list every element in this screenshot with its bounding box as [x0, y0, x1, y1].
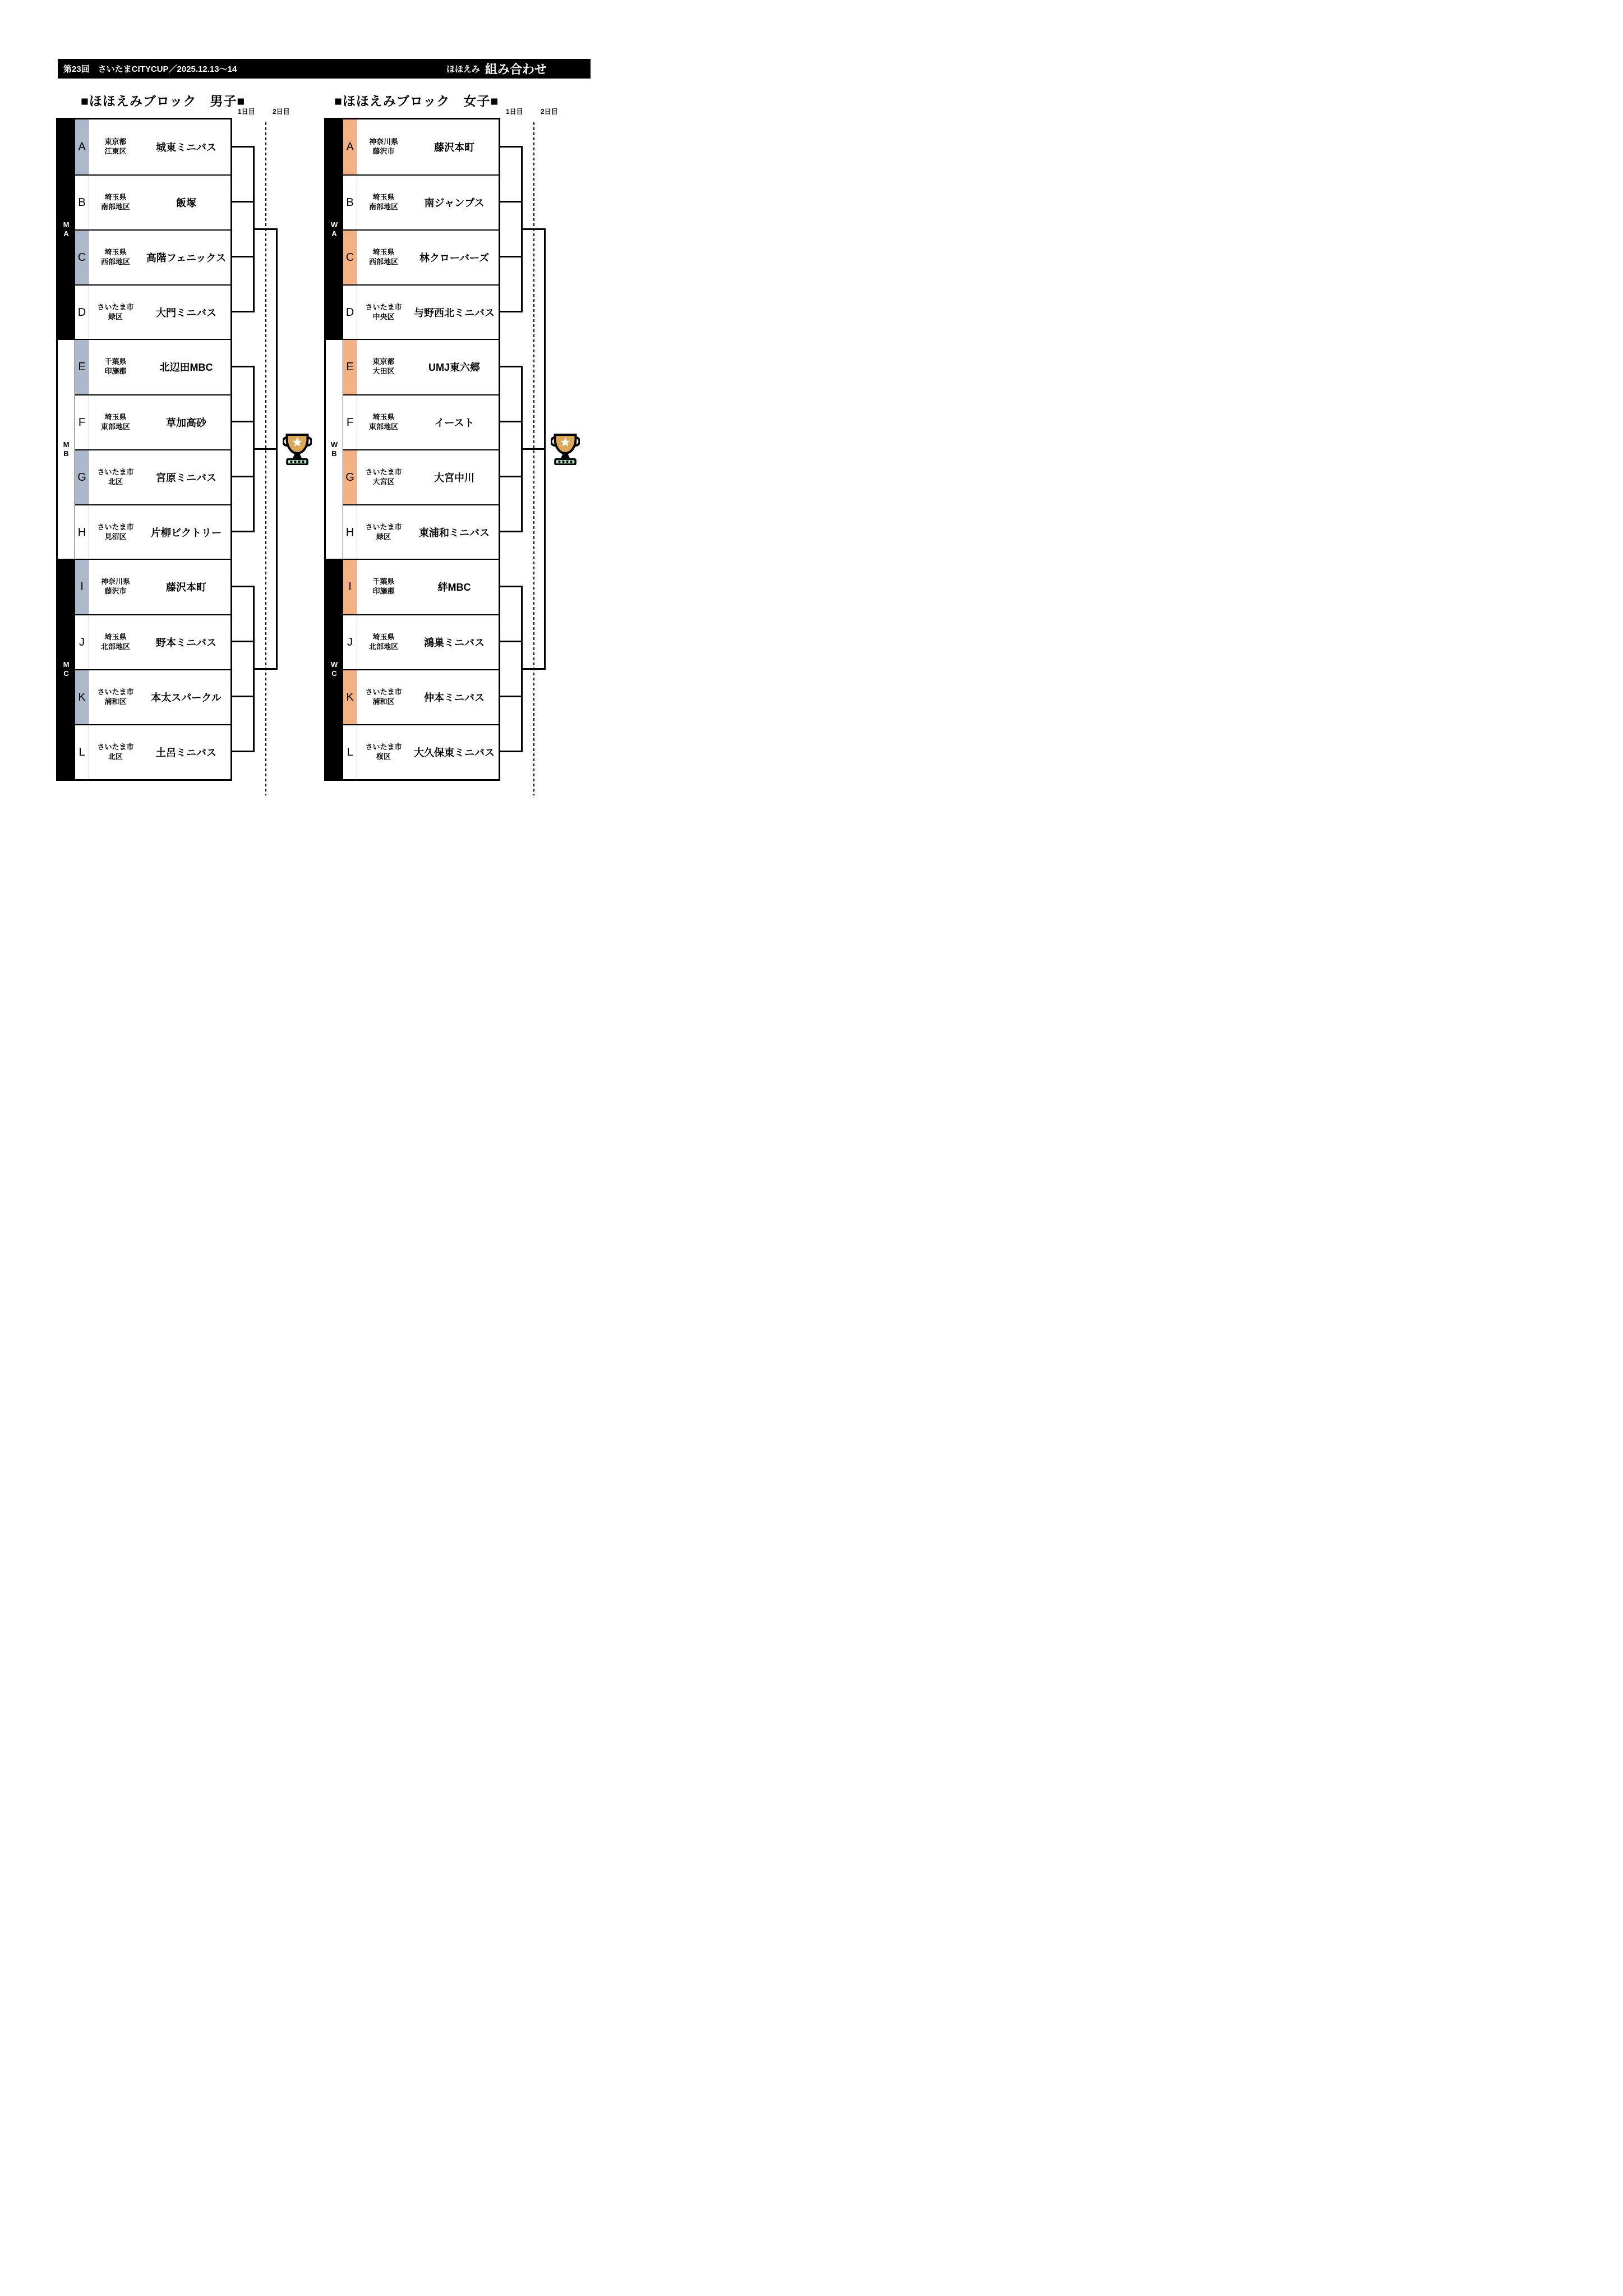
women-group-a-label: W A: [326, 119, 343, 339]
men-group-b-label: M B: [58, 339, 75, 559]
region-cell: 埼玉県 北部地区: [368, 633, 398, 651]
seed-cell: B: [343, 176, 357, 229]
seed-cell: I: [343, 559, 357, 614]
region-cell: さいたま市 中央区: [365, 303, 402, 321]
team-row: [75, 394, 230, 449]
seed-cell: E: [75, 339, 89, 394]
team-name-cell: 与野西北ミニバス: [414, 307, 495, 319]
team-name-cell: 草加高砂: [166, 417, 206, 429]
team-name-cell: 野本ミニバス: [156, 637, 216, 648]
men-group-a: [58, 119, 230, 339]
region-cell: 埼玉県 北部地区: [100, 633, 130, 651]
men-champion-trophy-icon: [283, 432, 312, 465]
seed-cell: J: [343, 615, 357, 669]
seed-cell: E: [343, 339, 357, 394]
team-row: [343, 284, 499, 339]
region-cell: さいたま市 大宮区: [365, 468, 402, 486]
team-name-cell: 土呂ミニバス: [156, 747, 216, 758]
team-name-cell: 宮原ミニバス: [156, 472, 216, 484]
seed-cell: D: [343, 286, 357, 339]
region-cell: 埼玉県 南部地区: [368, 193, 398, 211]
region-cell: 埼玉県 西部地区: [100, 248, 130, 266]
region-cell: さいたま市 緑区: [97, 303, 134, 321]
women-bracket-title: ■ほほえみブロック 女子■: [334, 94, 499, 108]
team-row: [75, 614, 230, 669]
men-bracket-title: ■ほほえみブロック 男子■: [81, 94, 246, 108]
team-name-cell: 大宮中川: [434, 472, 474, 484]
team-row: [343, 229, 499, 284]
team-name-cell: 高階フェニックス: [146, 252, 227, 264]
team-row: [75, 669, 230, 724]
region-cell: 埼玉県 東部地区: [100, 413, 130, 431]
seed-cell: A: [343, 119, 357, 174]
men-group-a-label: M A: [58, 119, 75, 339]
group-separator: [326, 559, 499, 560]
seed-cell: I: [75, 559, 89, 614]
region-cell: さいたま市 見沼区: [97, 523, 134, 541]
men-bracket-table: [56, 118, 232, 781]
team-name-cell: UMJ東六郷: [428, 362, 480, 373]
region-cell: 千葉県 印旛郡: [372, 577, 395, 595]
team-row: [343, 559, 499, 614]
team-name-cell: 藤沢本町: [434, 142, 474, 153]
region-cell: 東京都 江東区: [104, 137, 127, 155]
women-day-separator-line: [533, 122, 534, 795]
team-row: [343, 669, 499, 724]
men-day2-label: 2日目: [273, 108, 290, 116]
region-cell: 神奈川県 藤沢市: [368, 137, 398, 155]
team-name-cell: 本太スパークル: [151, 692, 222, 703]
matchup-label: 組み合わせ: [485, 62, 547, 76]
team-name-cell: 大門ミニバス: [156, 307, 216, 319]
seed-cell: A: [75, 119, 89, 174]
seed-cell: C: [75, 231, 89, 284]
team-row: [75, 119, 230, 174]
team-row: [343, 724, 499, 779]
women-group-c-label: W C: [326, 559, 343, 779]
team-name-cell: 藤沢本町: [166, 582, 206, 593]
men-group-b: [58, 339, 230, 559]
seed-cell: K: [343, 670, 357, 724]
seed-cell: D: [75, 286, 89, 339]
seed-cell: C: [343, 231, 357, 284]
region-cell: さいたま市 桜区: [365, 743, 402, 761]
group-separator: [58, 339, 230, 340]
block-category: ほほえみ: [446, 65, 480, 74]
region-cell: 埼玉県 南部地区: [100, 193, 130, 211]
team-row: [343, 339, 499, 394]
women-group-b: [326, 339, 499, 559]
seed-cell: B: [75, 176, 89, 229]
team-name-cell: 城東ミニバス: [156, 142, 216, 153]
men-day-separator-line: [265, 122, 266, 795]
team-row: [343, 614, 499, 669]
team-row: [343, 119, 499, 174]
women-champion-trophy-icon: [551, 432, 580, 465]
women-group-b-label: W B: [326, 339, 343, 559]
team-row: [343, 174, 499, 229]
team-name-cell: イースト: [434, 417, 474, 429]
team-name-cell: 片柳ビクトリー: [151, 527, 222, 539]
seed-cell: H: [343, 505, 357, 559]
team-name-cell: 南ジャンプス: [424, 197, 485, 209]
region-cell: さいたま市 緑区: [365, 523, 402, 541]
region-cell: さいたま市 浦和区: [365, 688, 402, 706]
seed-cell: G: [343, 450, 357, 504]
seed-cell: F: [343, 395, 357, 449]
team-row: [75, 339, 230, 394]
seed-cell: F: [75, 395, 89, 449]
team-row: [343, 394, 499, 449]
team-row: [75, 229, 230, 284]
team-name-cell: 絆MBC: [437, 582, 471, 593]
team-name-cell: 北辺田MBC: [159, 362, 213, 373]
team-row: [343, 504, 499, 559]
seed-cell: H: [75, 505, 89, 559]
team-name-cell: 飯塚: [176, 197, 196, 209]
women-bracket-table: [324, 118, 500, 781]
team-name-cell: 林クローバーズ: [419, 252, 490, 264]
women-day1-label: 1日目: [506, 108, 523, 116]
header-right: [446, 59, 547, 79]
group-separator: [326, 339, 499, 340]
region-cell: さいたま市 浦和区: [97, 688, 134, 706]
men-group-c-label: M C: [58, 559, 75, 779]
region-cell: さいたま市 北区: [97, 468, 134, 486]
team-row: [75, 174, 230, 229]
women-group-a: [326, 119, 499, 339]
seed-cell: L: [75, 725, 89, 779]
women-day2-label: 2日目: [541, 108, 558, 116]
seed-cell: K: [75, 670, 89, 724]
region-cell: 埼玉県 東部地区: [368, 413, 398, 431]
header-bar: [58, 59, 591, 79]
seed-cell: G: [75, 450, 89, 504]
region-cell: 東京都 大田区: [372, 357, 395, 375]
region-cell: さいたま市 北区: [97, 743, 134, 761]
tournament-title: 第23回 さいたまCITYCUP／2025.12.13～14: [63, 65, 237, 74]
group-separator: [58, 559, 230, 560]
team-row: [75, 724, 230, 779]
region-cell: 千葉県 印旛郡: [104, 357, 127, 375]
team-row: [75, 284, 230, 339]
region-cell: 埼玉県 西部地区: [368, 248, 398, 266]
team-row: [75, 559, 230, 614]
team-name-cell: 大久保東ミニバス: [414, 747, 495, 758]
team-name-cell: 東浦和ミニバス: [419, 527, 490, 539]
men-day1-label: 1日目: [238, 108, 255, 116]
women-group-c: [326, 559, 499, 779]
men-group-c: [58, 559, 230, 779]
region-cell: 神奈川県 藤沢市: [100, 577, 130, 595]
team-row: [75, 504, 230, 559]
team-name-cell: 鴻巣ミニバス: [424, 637, 485, 648]
team-row: [75, 449, 230, 504]
seed-cell: J: [75, 615, 89, 669]
team-name-cell: 仲本ミニバス: [424, 692, 485, 703]
seed-cell: L: [343, 725, 357, 779]
team-row: [343, 449, 499, 504]
